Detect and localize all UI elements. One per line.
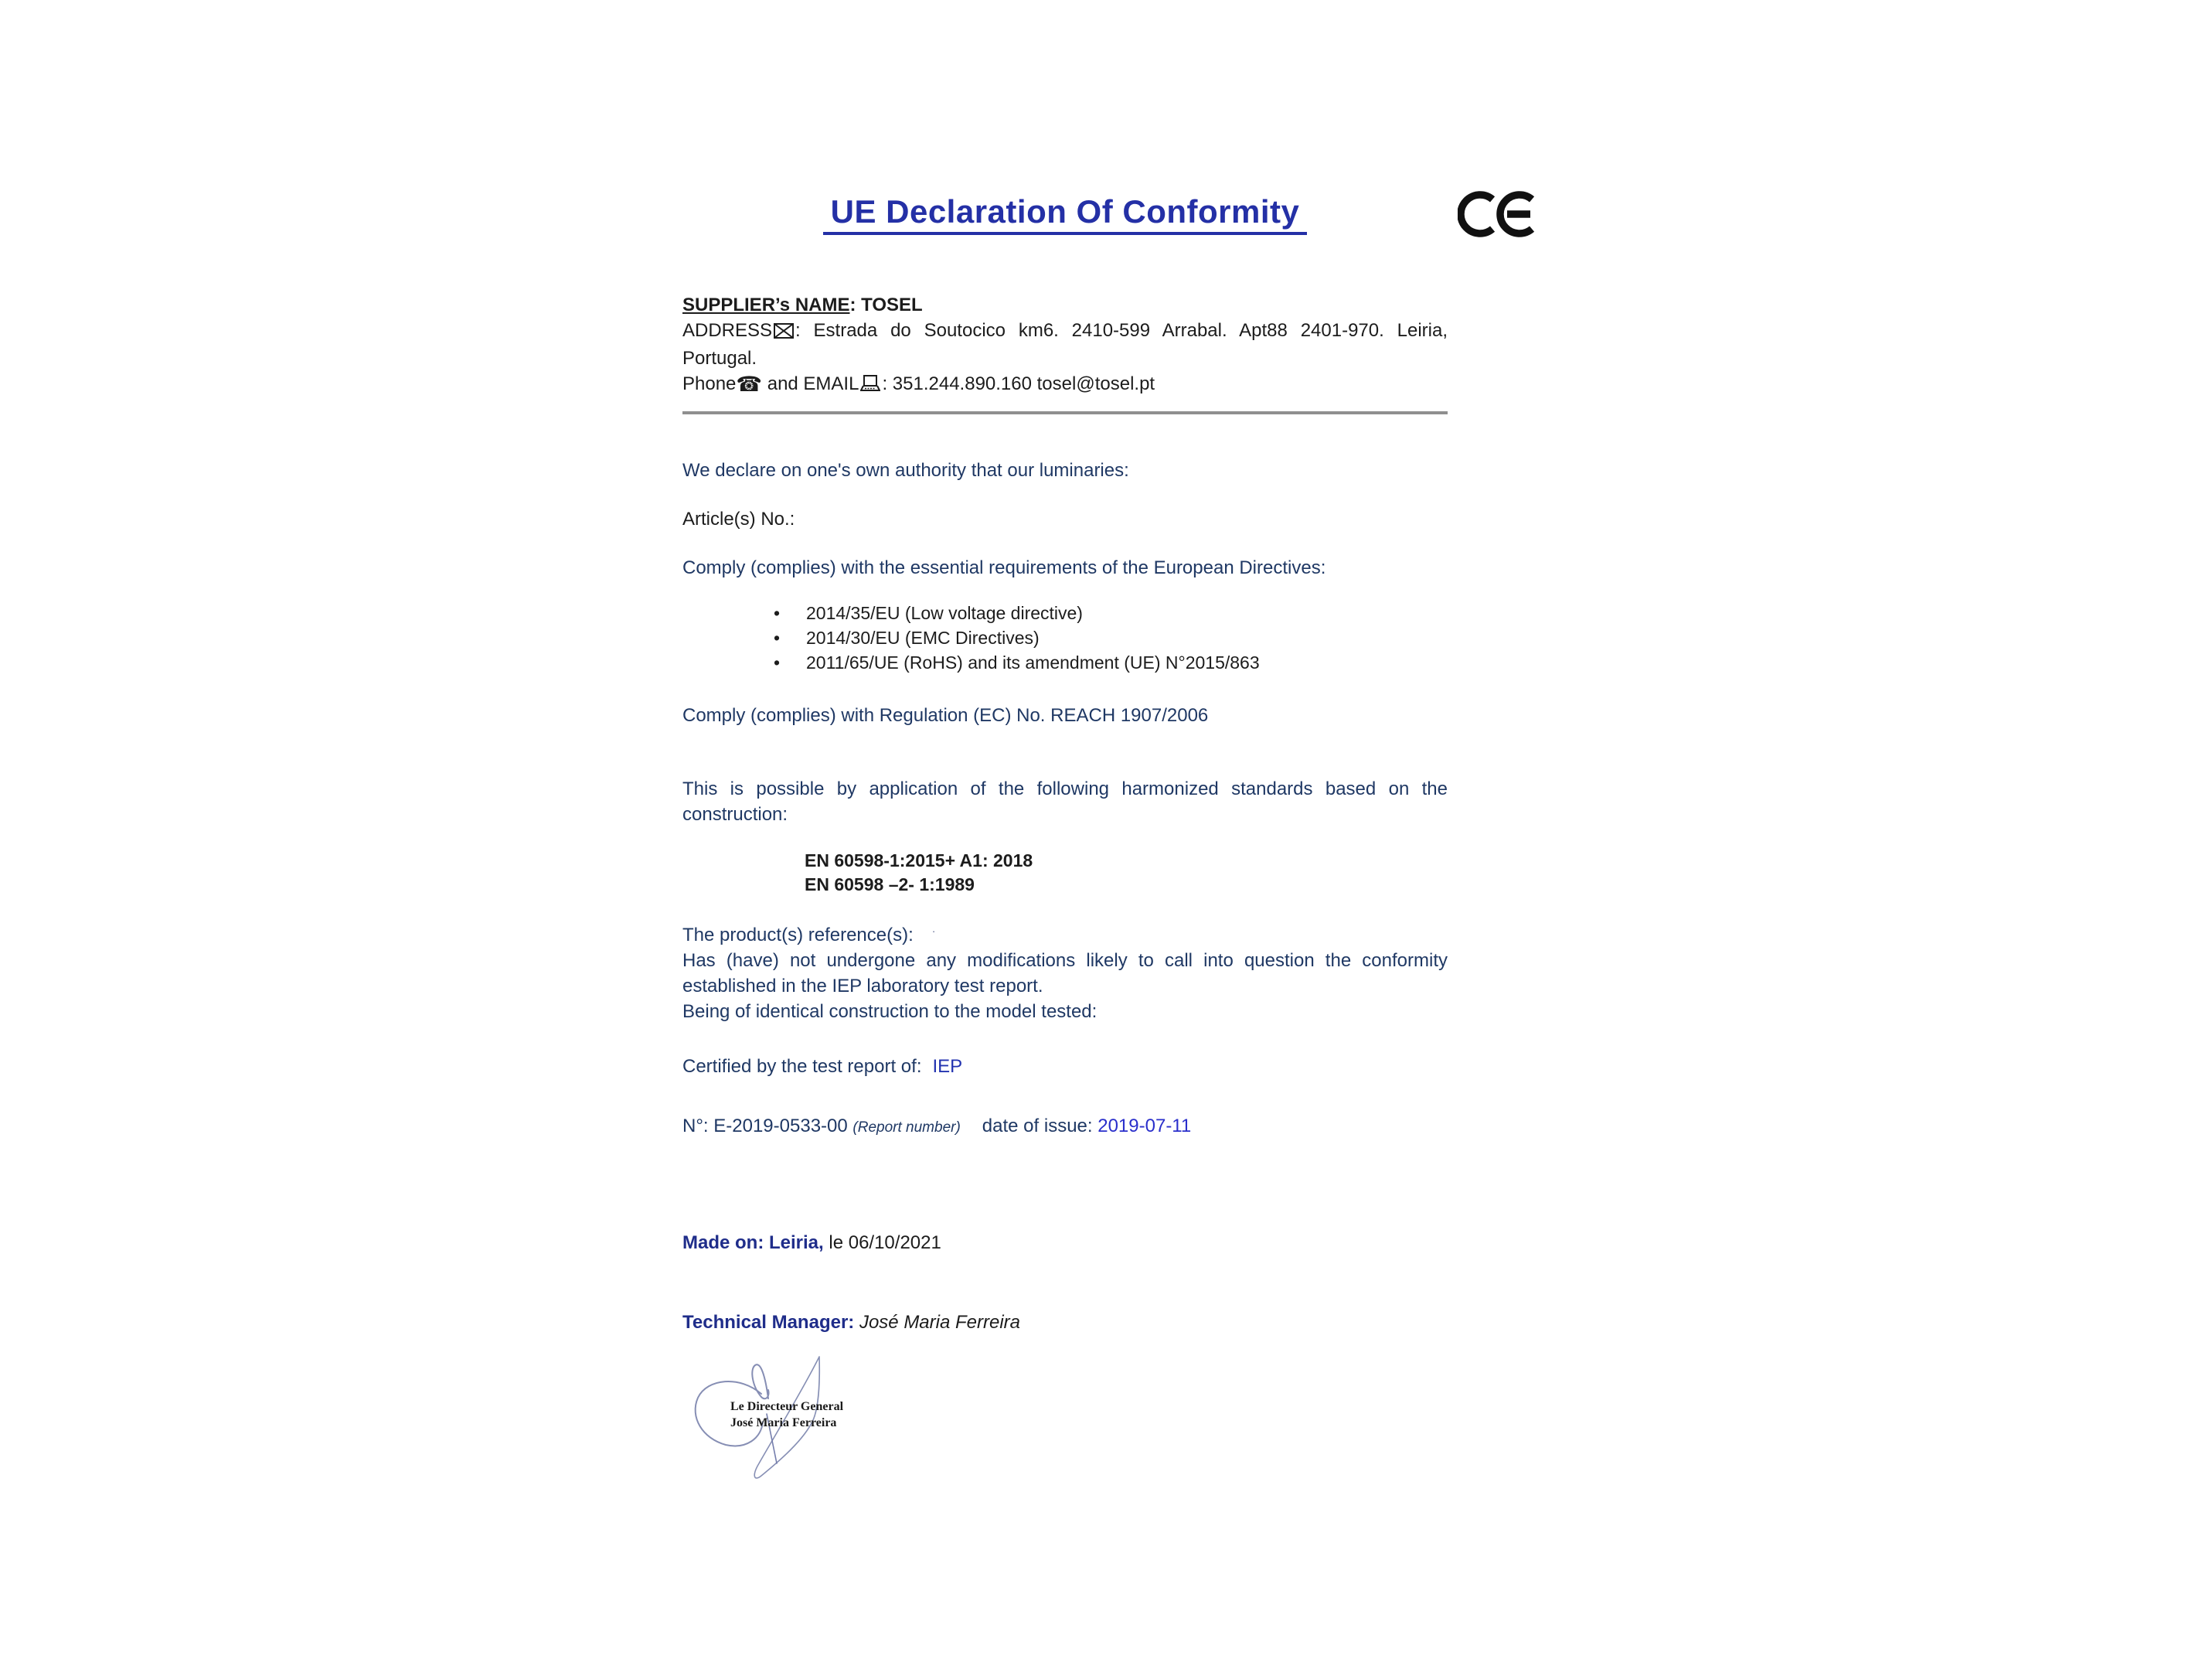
title-row	[682, 0, 1448, 235]
made-on-label: Made on: Leiria,	[682, 1232, 824, 1253]
signature-name: José Maria Ferreira	[730, 1416, 837, 1429]
supplier-name-value: : TOSEL	[849, 295, 923, 315]
technical-manager-label: Technical Manager:	[682, 1312, 855, 1333]
declaration-line: We declare on one's own authority that our luminaries:	[682, 460, 1129, 481]
certified-line	[682, 1054, 1448, 1079]
contact-line	[682, 371, 1448, 399]
signature-block	[690, 1354, 883, 1520]
report-line	[682, 1113, 1448, 1140]
directives-list	[682, 601, 1448, 675]
report-number-label: N°:	[682, 1116, 714, 1136]
issue-date-label: date of issue:	[982, 1116, 1098, 1136]
modifications-line-1: Has (have) not undergone any modifications likely to call into question the conformity	[682, 950, 1448, 971]
standard-line: EN 60598 –2- 1:1989	[805, 874, 975, 894]
signature-title: Le Directeur General	[730, 1400, 844, 1413]
contact-value: 351.244.890.160 tosel@tosel.pt	[892, 373, 1155, 394]
product-reference-line	[682, 918, 1448, 948]
supplier-name-line	[682, 292, 1448, 318]
envelope-icon	[774, 320, 794, 346]
reach-line: Comply (complies) with Regulation (EC) No. REACH 1907/2006	[682, 705, 1209, 726]
address-line-1	[682, 318, 1448, 346]
stray-mark: ·	[931, 925, 936, 937]
report-note: (Report number)	[852, 1119, 961, 1136]
page-title: UE Declaration Of Conformity	[823, 193, 1308, 235]
made-on-value: le 06/10/2021	[823, 1232, 941, 1253]
technical-manager-line	[682, 1310, 1448, 1335]
horizontal-divider	[682, 411, 1448, 414]
list-item: • 2014/35/EU (Low voltage directive)	[682, 601, 1448, 625]
articles-line: Article(s) No.:	[682, 509, 795, 530]
supplier-block	[682, 292, 1448, 399]
directives-intro: Comply (complies) with the essential requirements of the European Directives:	[682, 557, 1326, 578]
modifications-line-2: established in the IEP laboratory test report.	[682, 976, 1043, 996]
technical-manager-value: José Maria Ferreira	[854, 1312, 1021, 1333]
report-number: E-2019-0533-00	[713, 1116, 853, 1136]
modifications-paragraph	[682, 948, 1448, 1024]
contact-separator: :	[882, 373, 893, 394]
standard-line: EN 60598-1:2015+ A1: 2018	[805, 850, 1033, 870]
email-conjunction: and EMAIL	[762, 373, 859, 394]
ce-mark-icon	[1458, 187, 1539, 241]
certified-value: IEP	[932, 1056, 963, 1077]
document-content	[682, 0, 1448, 1520]
address-separator: :	[795, 320, 814, 341]
harmonized-line-1: This is possible by application of the following harmonized standards based on the	[682, 778, 1448, 799]
identical-line: Being of identical construction to the model tested:	[682, 1001, 1097, 1022]
harmonized-line-2: construction:	[682, 804, 788, 825]
standards-block	[805, 849, 1448, 897]
supplier-name-label: SUPPLIER’s NAME	[682, 295, 850, 315]
address-label: ADDRESS	[682, 320, 773, 341]
address-text: Estrada do Soutocico km6. 2410-599 Arrabal. Apt88 2401-970. Leiria,	[813, 320, 1448, 341]
list-item: • 2014/30/EU (EMC Directives)	[682, 625, 1448, 650]
signature-icon	[690, 1354, 883, 1520]
address-line-2: Portugal.	[682, 348, 757, 369]
signature-text	[730, 1398, 843, 1431]
phone-label: Phone	[682, 373, 737, 394]
made-on-line	[682, 1230, 1448, 1255]
issue-date-value: 2019-07-11	[1097, 1116, 1192, 1136]
phone-icon: ☎	[736, 373, 763, 396]
product-reference-text: The product(s) reference(s):	[682, 925, 914, 945]
harmonized-paragraph	[682, 776, 1448, 827]
list-item: • 2011/65/UE (RoHS) and its amendment (UE) N°2015/863	[682, 650, 1448, 675]
certified-label: Certified by the test report of:	[682, 1056, 922, 1077]
computer-icon	[860, 373, 880, 399]
